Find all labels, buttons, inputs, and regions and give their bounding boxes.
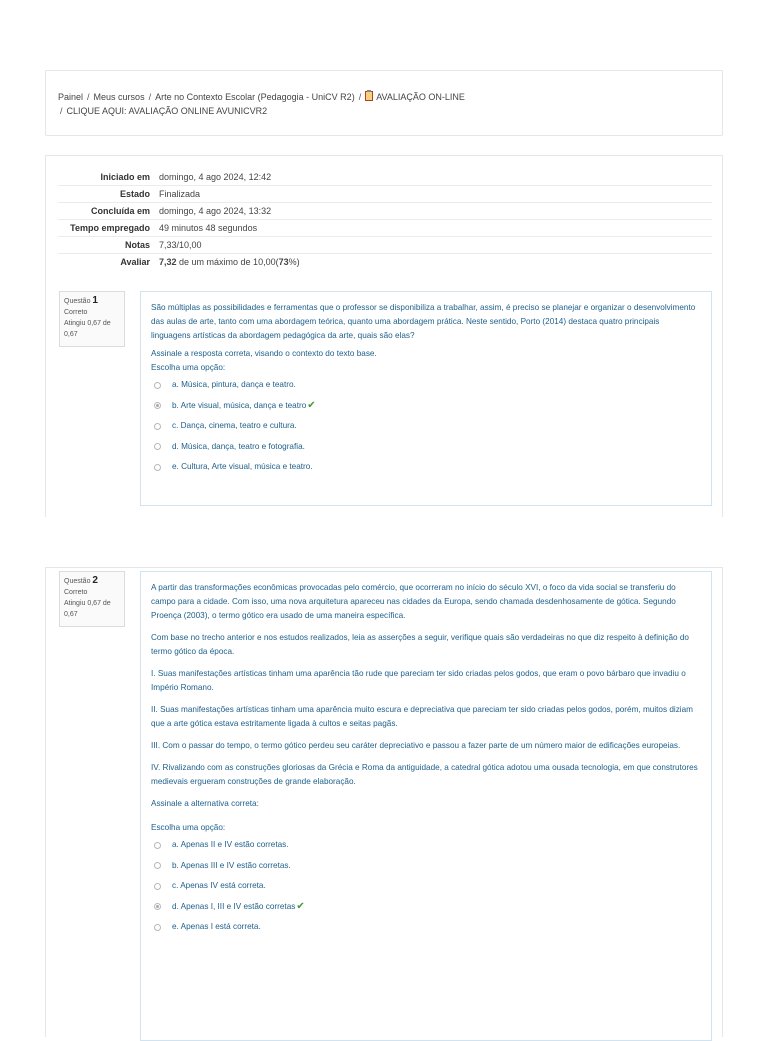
radio-button[interactable]: [154, 883, 161, 890]
option-label: b. Arte visual, música, dança e teatro: [172, 400, 307, 410]
option-label: a. Apenas II e IV estão corretas.: [172, 840, 289, 850]
option-label: a. Música, pintura, dança e teatro.: [172, 380, 296, 390]
question-paragraph: São múltiplas as possibilidades e ferramentas que o professor se disponibiliza a trabalhar, assim, é preciso se planejar e organizar o desenvolvimento das aulas de arte, tanto com uma abordagem teórica, quanto uma abordagem prática. Neste sentido, Porto (2014) destaca quatro principais linguagens artísticas da abordagem pedagógica da arte, quais são elas?: [151, 303, 696, 340]
question-paragraph: Com base no trecho anterior e nos estudos realizados, leia as asserções a seguir, verifique quais são verdadeiras no que diz respeito à definição do termo gótico da época.: [151, 633, 689, 656]
breadcrumb: [45, 70, 723, 136]
answer-option[interactable]: [151, 917, 701, 938]
summary-value: Finalizada: [153, 186, 712, 203]
question-content-1: [140, 291, 712, 506]
radio-button[interactable]: [154, 382, 161, 389]
summary-label: Iniciado em: [100, 172, 150, 182]
attempt-card: [45, 155, 723, 517]
checkmark-icon: ✔: [296, 900, 305, 912]
radio-button[interactable]: [154, 924, 161, 931]
breadcrumb-avaliacao-online[interactable]: CLIQUE AQUI: AVALIAÇÃO ONLINE AVUNICVR2: [66, 106, 268, 116]
radio-button[interactable]: [154, 402, 161, 409]
option-label: c. Apenas IV está correta.: [172, 881, 266, 891]
option-label: b. Apenas III e IV estão corretas.: [172, 860, 291, 870]
summary-row: [58, 186, 712, 203]
question-points: Atingiu 0,67 de 0,67: [64, 320, 111, 338]
question-card-2: [45, 567, 723, 1037]
question-content-2: [140, 571, 712, 1041]
answer-option[interactable]: [151, 876, 701, 897]
question-paragraph: I. Suas manifestações artísticas tinham uma aparência tão rude que pareciam ter sido criadas pelos godos, que eram o povo bárbaro que invadiu o Império Romano.: [151, 669, 686, 692]
radio-button[interactable]: [154, 903, 161, 910]
summary-label: Concluída em: [58, 203, 153, 220]
summary-value: 49 minutos 48 segundos: [153, 220, 712, 237]
question-number: Questão 2: [64, 575, 98, 586]
grade-value: 7,32 de um máximo de 10,00(73%): [153, 254, 712, 271]
question-points: Atingiu 0,67 de 0,67: [64, 600, 111, 618]
answer-option[interactable]: [151, 835, 701, 856]
question-text: [151, 301, 701, 343]
question-paragraph: II. Suas manifestações artísticas tinham uma aparência muito escura e depreciativa que pareciam ter sido criadas pelos godos, porém, muitos diziam que a arte gótica estava estritamente ligada à cultos e seitas pagãs.: [151, 705, 694, 728]
breadcrumb-avaliacao[interactable]: AVALIAÇÃO ON-LINE: [376, 92, 465, 102]
checkmark-icon: ✔: [307, 399, 316, 411]
attempt-summary-table: [58, 169, 712, 270]
question-text: [151, 581, 701, 811]
answer-option[interactable]: [151, 416, 701, 437]
summary-value: domingo, 4 ago 2024, 12:42: [159, 172, 272, 182]
option-label: d. Música, dança, teatro e fotografia.: [172, 441, 305, 451]
breadcrumb-meus-cursos[interactable]: Meus cursos: [93, 92, 145, 102]
answer-prompt: Escolha uma opção:: [151, 823, 226, 832]
summary-value: domingo, 4 ago 2024, 13:32: [153, 203, 712, 220]
summary-label: Notas: [58, 237, 153, 254]
question-status: Correto: [64, 309, 88, 316]
answer-prompt: Escolha uma opção:: [151, 363, 226, 372]
answer-options: [151, 835, 701, 938]
answer-option[interactable]: [151, 457, 701, 478]
answer-options: [151, 375, 701, 478]
radio-button[interactable]: [154, 443, 161, 450]
question-paragraph: IV. Rivalizando com as construções gloriosas da Grécia e Roma da antiguidade, a catedral gótica adotou uma ousada tecnologia, em que construtores medievais ergueram construções de grande elaboração.: [151, 763, 698, 786]
breadcrumb-line-2: / CLIQUE AQUI: AVALIAÇÃO ONLINE AVUNICVR2: [60, 106, 268, 116]
answer-option[interactable]: [151, 856, 701, 877]
question-paragraph: Assinale a alternativa correta:: [151, 799, 259, 808]
question-instruction: Assinale a resposta correta, visando o contexto do texto base.: [151, 349, 377, 358]
breadcrumb-course[interactable]: Arte no Contexto Escolar (Pedagogia - UniCV R2): [155, 92, 355, 102]
grade-label: Avaliar: [58, 254, 153, 271]
question-info-1: [59, 291, 125, 347]
question-status: Correto: [64, 589, 88, 596]
clipboard-icon: [365, 91, 373, 101]
option-label: e. Cultura, Arte visual, música e teatro.: [172, 462, 313, 472]
summary-row: [58, 203, 712, 220]
radio-button[interactable]: [154, 464, 161, 471]
summary-label: Tempo empregado: [58, 220, 153, 237]
question-info-2: [59, 571, 125, 627]
radio-button[interactable]: [154, 842, 161, 849]
grade-row: [58, 254, 712, 271]
summary-row: [58, 169, 712, 186]
question-number: Questão 1: [64, 295, 98, 306]
answer-option[interactable]: [151, 437, 701, 458]
breadcrumb-line-1: Painel / Meus cursos / Arte no Contexto Escolar (Pedagogia - UniCV R2) / AVALIAÇÃO ON-LINE: [58, 92, 465, 102]
radio-button[interactable]: [154, 423, 161, 430]
question-paragraph: III. Com o passar do tempo, o termo gótico perdeu seu caráter depreciativo e passou a fazer parte de um número maior de edificações europeias.: [151, 741, 681, 750]
question-paragraph: A partir das transformações econômicas provocadas pelo comércio, que ocorreram no início do século XVI, o foco da vida social se transferiu do campo para a cidade. Com isso, uma nova arquitetura apareceu nas cidades da Europa, sendo chamada desdenhosamente de gótica. Segundo Proença (2003), o termo gótico era usado de uma maneira específica.: [151, 583, 676, 620]
answer-option[interactable]: [151, 375, 701, 396]
answer-option[interactable]: [151, 897, 701, 918]
answer-option[interactable]: [151, 396, 701, 417]
radio-button[interactable]: [154, 862, 161, 869]
option-label: d. Apenas I, III e IV estão corretas: [172, 901, 296, 911]
summary-label: Estado: [58, 186, 153, 203]
option-label: e. Apenas I está correta.: [172, 922, 261, 932]
option-label: c. Dança, cinema, teatro e cultura.: [172, 421, 297, 431]
summary-value: 7,33/10,00: [153, 237, 712, 254]
breadcrumb-painel[interactable]: Painel: [58, 92, 84, 102]
summary-row: [58, 237, 712, 254]
summary-row: [58, 220, 712, 237]
